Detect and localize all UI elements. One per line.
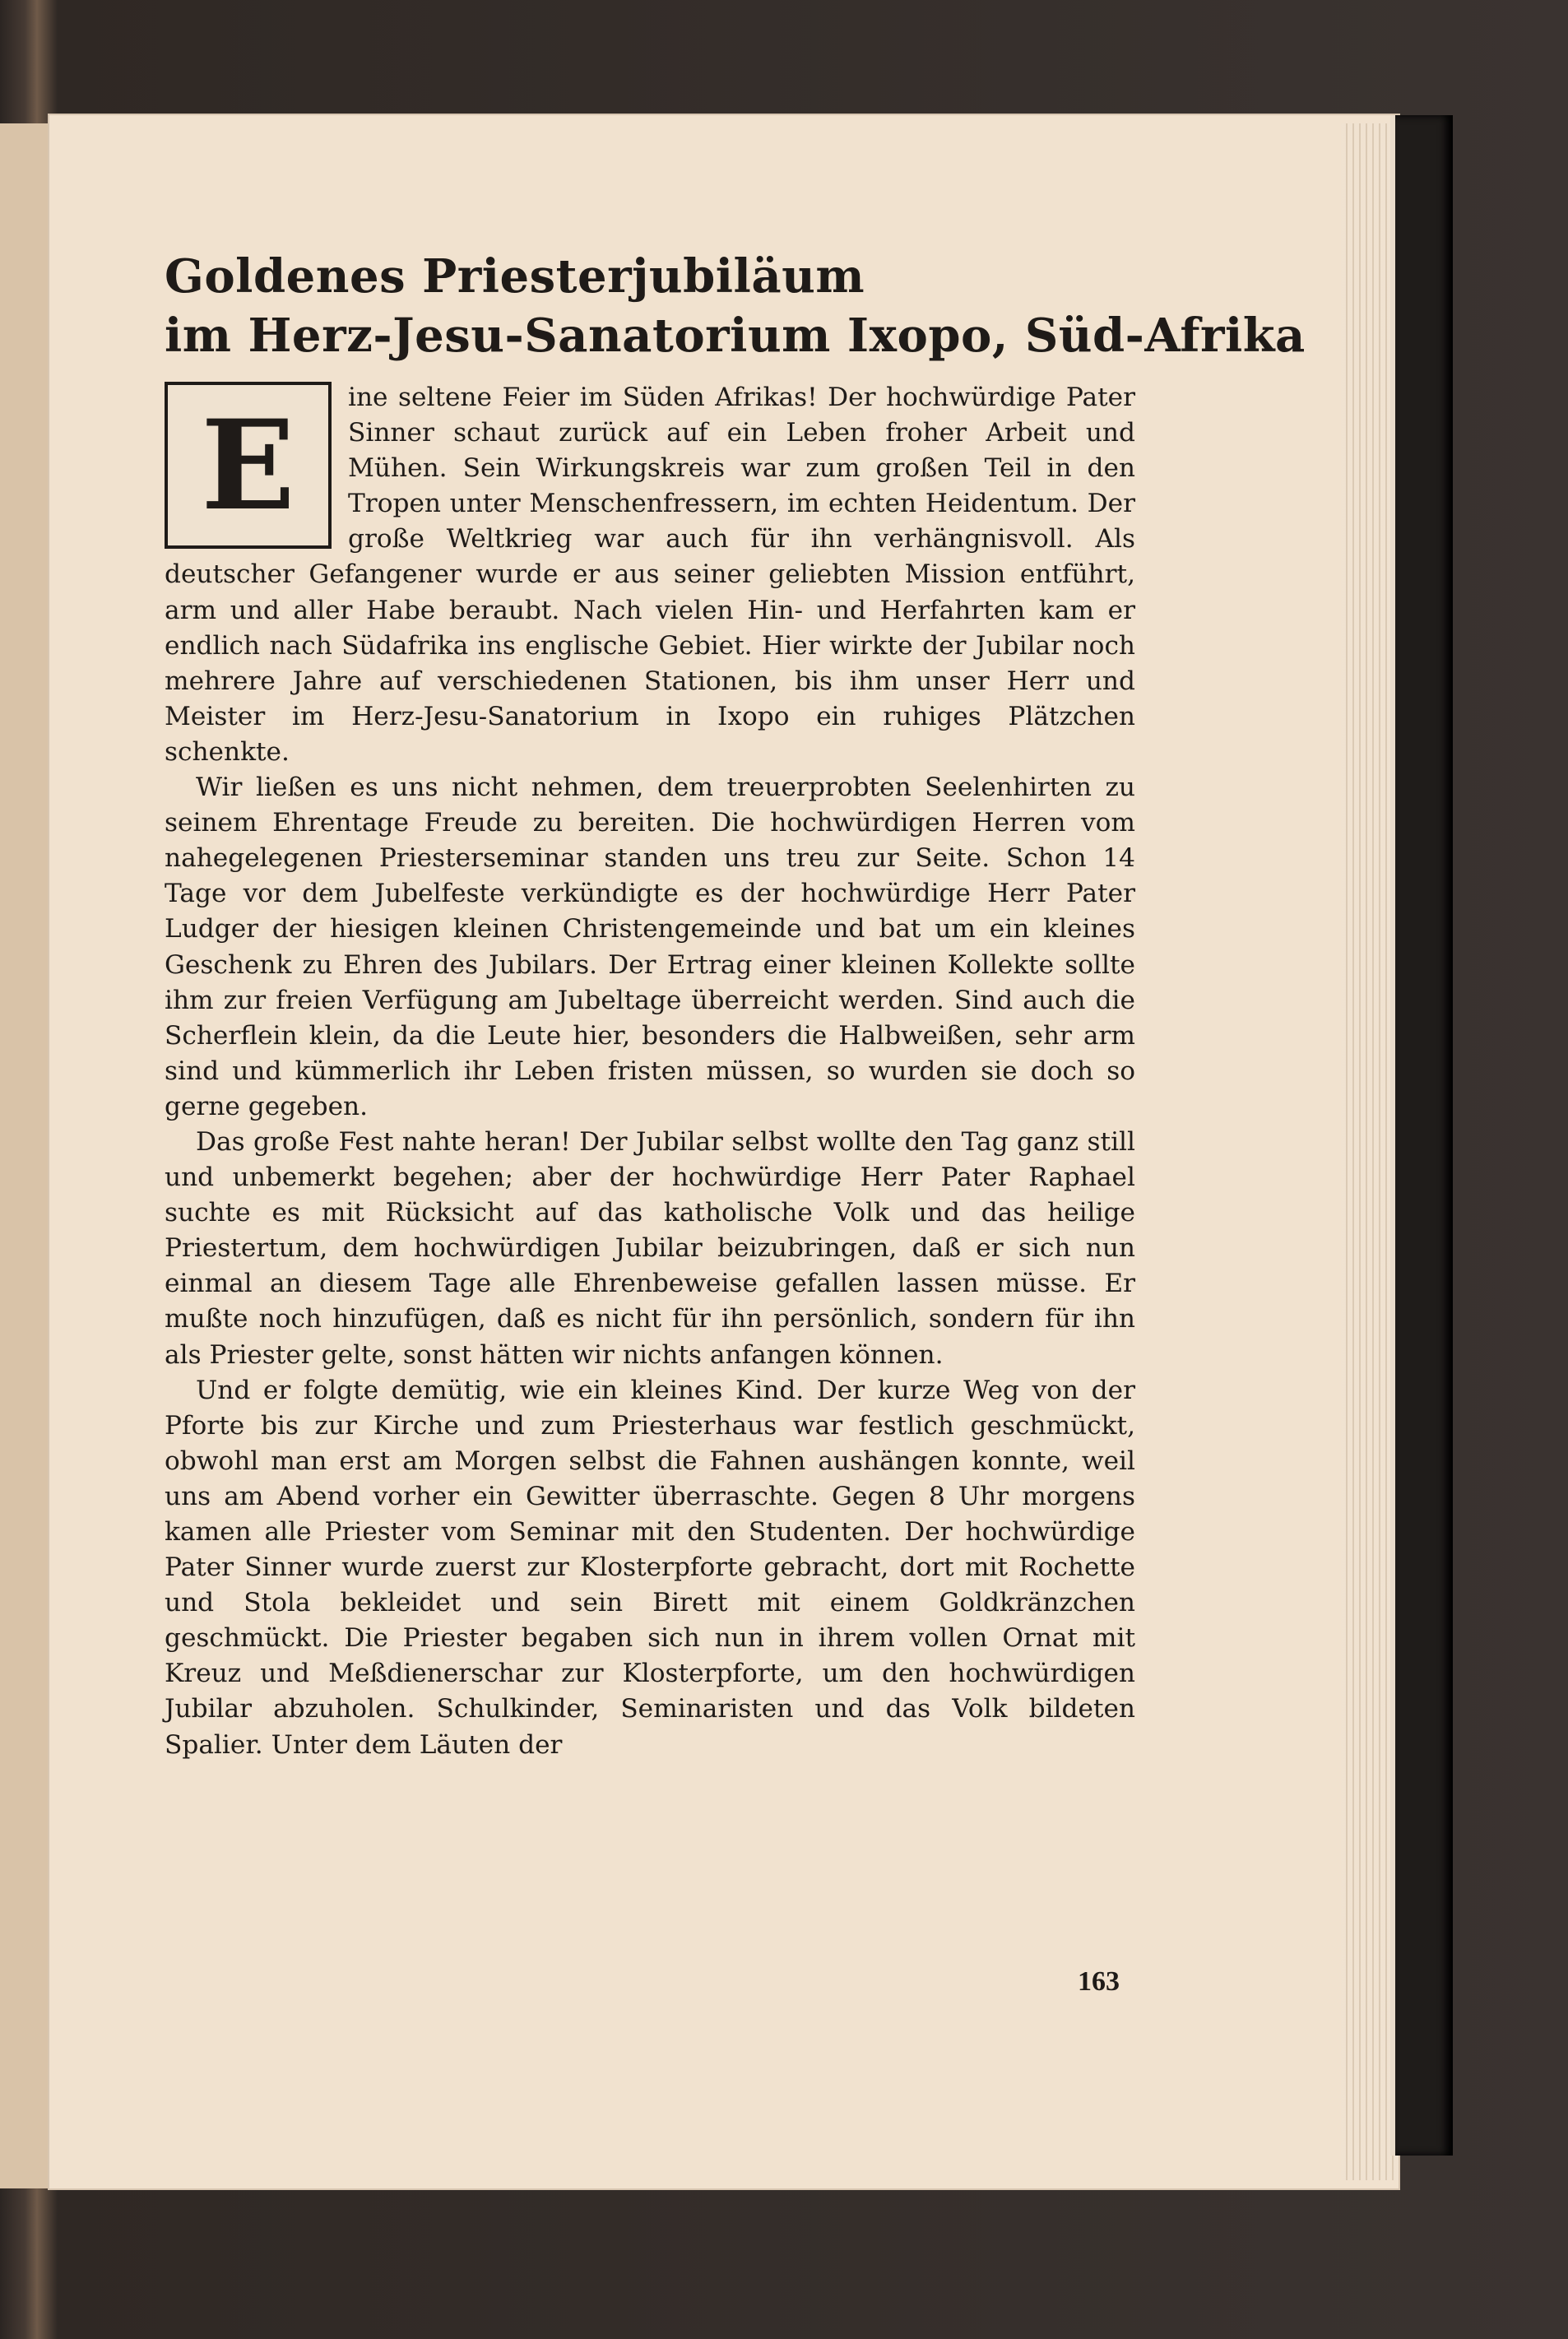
article-title (165, 247, 1306, 365)
book-binding (1390, 115, 1453, 2156)
paragraph-4: Und er folgte demütig, wie ein kleines Kind. Der kurze Weg von der Pforte bis zur Kirche und zum Priesterhaus war festlich geschmückt, obwohl man erst am Morgen selbst die Fahnen aushängen konnte, weil uns am Abend vorher ein Gewitter überraschte. Gegen 8 Uhr morgens kamen alle Priester vom Seminar mit den Studenten. Der hochwürdige Pater Sinner wurde zuerst zur Klosterpforte gebracht, dort mit Rochette und Stola bekleidet und sein Birett mit einem Goldkränzchen geschmückt. Die Priester begaben sich nun in ihrem vollen Ornat mit Kreuz und Meßdienerschar zur Klosterpforte, um den hochwürdigen Jubilar abzuholen. Schulkinder, Seminaristen und das Volk bildeten Spalier. Unter dem Läuten der (165, 1375, 1135, 1760)
paragraph-1: ine seltene Feier im Süden Afrikas! Der hochwürdige Pater Sinner schaut zurück auf ein Leben froher Arbeit und Mühen. Sein Wirkungskreis war zum großen Teil in den Tropen unter Menschenfressern, im echten Heidentum. Der große Weltkrieg war auch für ihn verhängnisvoll. Als deutscher Gefangener wurde er aus seiner geliebten Mission entführt, arm und aller Habe beraubt. Nach vielen Hin- und Herfahrten kam er endlich nach Südafrika ins englische Gebiet. Hier wirkte der Jubilar noch mehrere Jahre auf verschiedenen Stationen, bis ihm unser Herr und Meister im Herz-Jesu-Sanatorium in Ixopo ein ruhiges Plätzchen schenkte. (165, 383, 1135, 767)
title-line-2: im Herz-Jesu-Sanatorium Ixopo, Süd-Afrika (165, 309, 1306, 363)
title-line-1: Goldenes Priesterjubiläum (165, 249, 865, 304)
drop-cap: E (165, 382, 332, 549)
paragraph-2: Wir ließen es uns nicht nehmen, dem treuerprobten Seelenhirten zu seinem Ehrentage Freude zu bereiten. Die hochwürdigen Herren vom nahegelegenen Priesterseminar standen uns treu zur Seite. Schon 14 Tage vor dem Jubelfeste verkündigte es der hochwürdige Herr Pater Ludger der hiesigen kleinen Christengemeinde und bat um ein kleines Geschenk zu Ehren des Jubilars. Der Ertrag einer kleinen Kollekte sollte ihm zur freien Verfügung am Jubeltage überreicht werden. Sind auch die Scherflein klein, da die Leute hier, besonders die Halbweißen, sehr arm sind und kümmerlich ihr Leben fristen müssen, so wurden sie doch so gerne gegeben. (165, 773, 1135, 1121)
paragraph-3: Das große Fest nahte heran! Der Jubilar selbst wollte den Tag ganz still und unbemerkt begehen; aber der hochwürdige Herr Pater Raphael suchte es mit Rücksicht auf das katholische Volk und das heilige Priestertum, dem hochwürdigen Jubilar beizubringen, daß er sich nun einmal an diesem Tage alle Ehrenbeweise gefallen lassen müsse. Er mußte noch hinzufügen, daß es nicht für ihn persönlich, sondern für ihn als Priester gelte, sonst hätten wir nichts anfangen können. (165, 1126, 1135, 1370)
article (165, 247, 1306, 1763)
page-number: 163 (1078, 1966, 1120, 1997)
